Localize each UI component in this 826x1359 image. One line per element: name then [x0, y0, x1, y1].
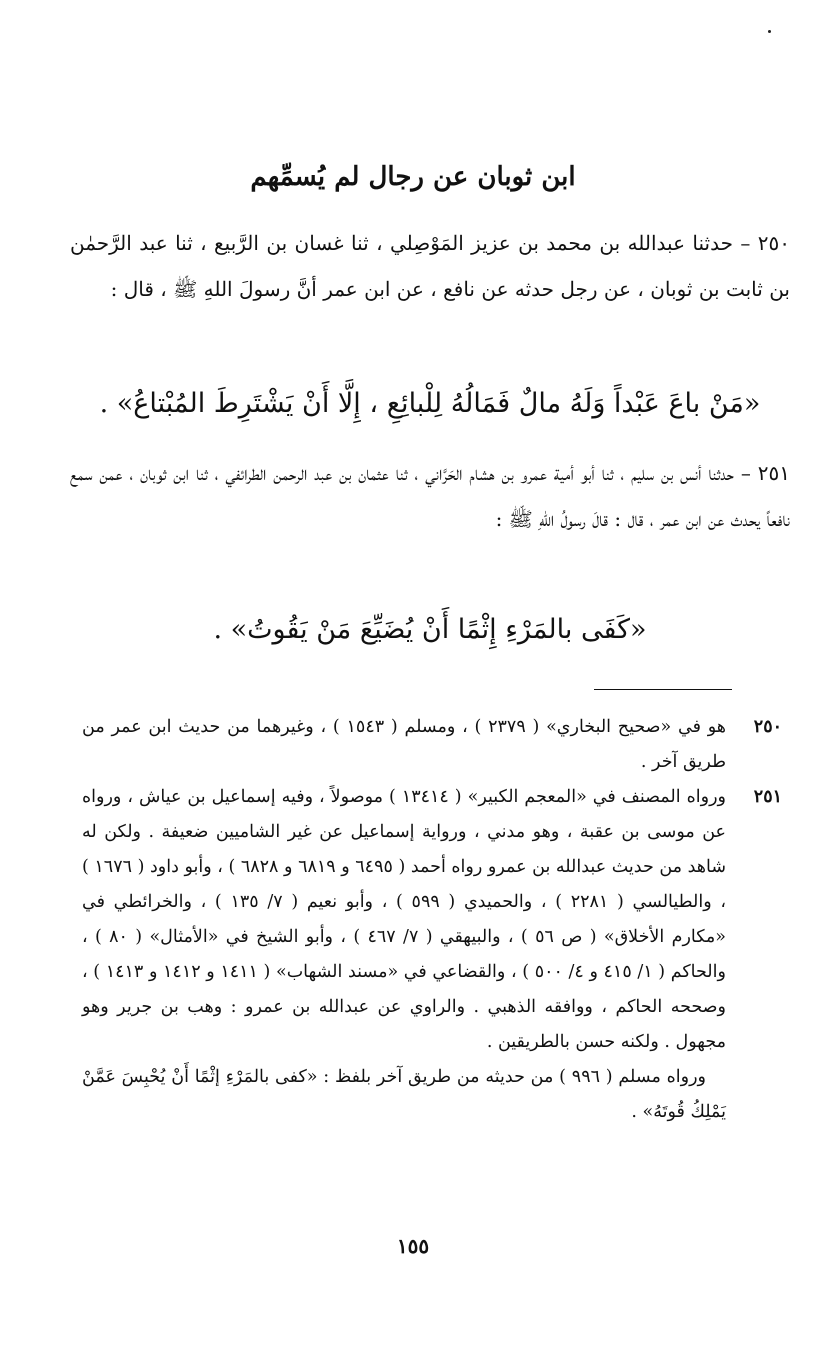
section-heading: ابن ثوبان عن رجال لم يُسمِّهم	[250, 162, 576, 192]
footnote-251	[82, 780, 782, 1130]
footnote-separator	[594, 689, 732, 690]
page-number: ١٥٥	[396, 1234, 430, 1258]
footnote-number: ٢٥١	[753, 787, 782, 807]
hadith-251-matn: «كَفَى بالمَرْءِ إِثْمًا أَنْ يُضَيِّعَ مَنْ يَقُوتُ» .	[213, 614, 647, 645]
hadith-251-isnad: ٢٥١ – حدثنا أنس بن سليم ، ثنا أبو أمية عمرو بن هشام الحَرَّاني ، ثنا عثمان بن عبد الرحمن الطرائفي ، ثنا ابن ثوبان ، عمن سمع نافعاً يحدث عن ابن عمر ، قال : قالَ رسولُ اللهِ ﷺ :	[70, 461, 790, 531]
hadith-250-matn: «مَنْ باعَ عَبْداً وَلَهُ مالٌ فَمَالُهُ لِلْبائِعِ ، إِلَّا أَنْ يَشْتَرِطَ المُبْتاعُ» .	[99, 388, 761, 419]
footnote-text: هو في «صحيح البخاري» ( ٢٣٧٩ ) ، ومسلم ( ١٥٤٣ ) ، وغيرهما من حديث ابن عمر من طريق آخر .	[82, 717, 726, 772]
hadith-250-isnad: ٢٥٠ – حدثنا عبدالله بن محمد بن عزيز المَوْصِلي ، ثنا غسان بن الرَّبيع ، ثنا عبد الرَّحمٰن بن ثابت بن ثوبان ، عن رجل حدثه عن نافع ، عن ابن عمر أنَّ رسولَ اللهِ ﷺ ، قال :	[70, 231, 790, 301]
footnote-extra: ورواه مسلم ( ٩٩٦ ) من حديثه من طريق آخر بلفظ : «كفى بالمَرْءِ إثْمًا أَنْ يُحْبِسَ عَمَّنْ يَمْلِكُ قُوتَهُ» .	[82, 1067, 726, 1122]
speck	[768, 30, 771, 33]
footnote-250	[82, 710, 782, 780]
footnotes	[82, 710, 782, 1130]
footnote-number: ٢٥٠	[753, 717, 782, 737]
footnote-text: ورواه المصنف في «المعجم الكبير» ( ١٣٤١٤ ) موصولاً ، وفيه إسماعيل بن عياش ، ورواه عن موسى بن عقبة ، وهو مدني ، ورواية إسماعيل عن غير الشاميين ضعيفة . ولكن له شاهد من حديث عبدالله بن عمرو رواه أحمد ( ٦٤٩٥ و ٦٨١٩ و ٦٨٢٨ ) ، وأبو داود ( ١٦٧٦ ) ، والطيالسي ( ٢٢٨١ ) ، والحميدي ( ٥٩٩ ) ، وأبو نعيم ( ٧/ ١٣٥ ) ، والخرائطي في «مكارم الأخلاق» ( ص ٥٦ ) ، والبيهقي ( ٧/ ٤٦٧ ) ، وأبو الشيخ في «الأمثال» ( ٨٠ ) ، والحاكم ( ١/ ٤١٥ و ٤/ ٥٠٠ ) ، والقضاعي في «مسند الشهاب» ( ١٤١١ و ١٤١٢ و ١٤١٣ ) ، وصححه الحاكم ، ووافقه الذهبي . والراوي عن عبدالله بن عمرو : وهب بن جرير وهو مجهول . ولكنه حسن بالطريقين .	[82, 787, 727, 1052]
